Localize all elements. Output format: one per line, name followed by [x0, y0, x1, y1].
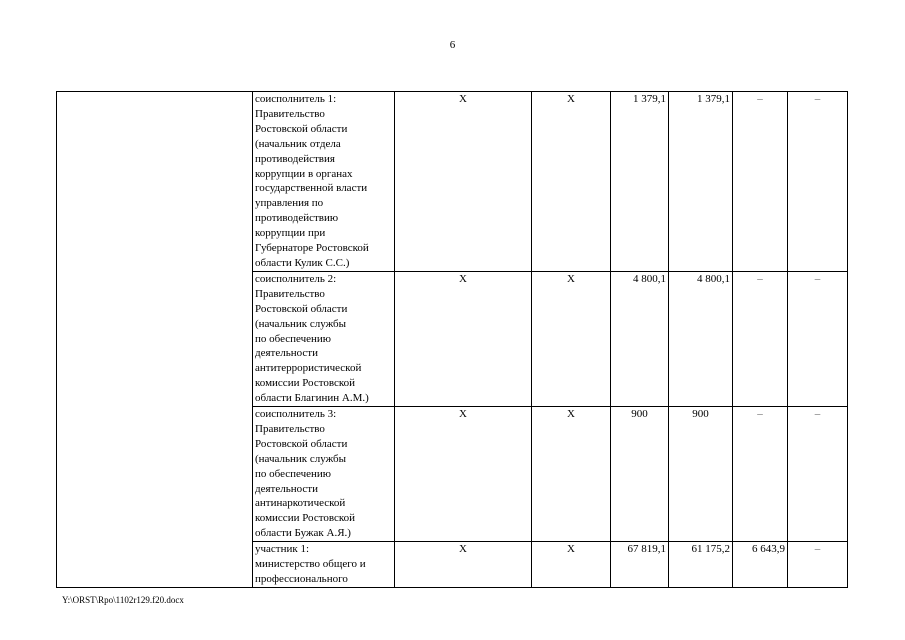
executor-line: соисполнитель 2:	[255, 272, 337, 285]
executor-line: Правительство	[255, 422, 325, 435]
merged-empty-cell	[57, 92, 253, 588]
executor-line: комиссии Ростовской	[255, 377, 356, 390]
executor-line: области Кулик С.С.)	[255, 256, 350, 269]
executor-line: (начальник службы	[255, 317, 347, 330]
x-mark-cell: Х	[532, 407, 611, 542]
executor-line: Ростовской области	[255, 302, 348, 315]
executor-line: (начальник службы	[255, 452, 347, 465]
executor-line: Правительство	[255, 107, 325, 120]
executor-line: противодействия	[255, 152, 335, 165]
executor-line: антинаркотической	[255, 497, 346, 510]
value-cell: 4 800,1	[669, 271, 733, 406]
executor-line: деятельности	[255, 482, 318, 495]
x-mark-cell: Х	[395, 542, 532, 588]
executor-line: коррупции в органах	[255, 167, 353, 180]
executor-cell	[253, 407, 395, 542]
value-cell: –	[788, 271, 848, 406]
executor-line: Правительство	[255, 287, 325, 300]
executor-line: коррупции при	[255, 227, 326, 240]
executor-line: по обеспечению	[255, 332, 332, 345]
executor-line: Ростовской области	[255, 437, 348, 450]
executor-line: антитеррористической	[255, 362, 362, 375]
executor-line: соисполнитель 3:	[255, 408, 337, 421]
x-mark-cell: Х	[532, 542, 611, 588]
executor-line: области Благинин А.М.)	[255, 392, 369, 405]
value-cell: –	[733, 271, 788, 406]
page-number: 6	[449, 39, 456, 51]
total-value-cell: 67 819,1	[611, 542, 669, 588]
table-row	[57, 92, 848, 272]
executor-line: Губернаторе Ростовской	[255, 242, 369, 255]
executor-line: комиссии Ростовской	[255, 512, 356, 525]
value-cell: 6 643,9	[733, 542, 788, 588]
total-value-cell: 1 379,1	[611, 92, 669, 272]
footer-file-path: Y:\ORST\Rpo\1102r129.f20.docx	[62, 595, 184, 605]
value-cell: –	[788, 542, 848, 588]
executor-line: по обеспечению	[255, 467, 332, 480]
value-cell: 61 175,2	[669, 542, 733, 588]
value-cell: –	[733, 407, 788, 542]
budget-table	[56, 91, 848, 588]
executor-line: государственной власти	[255, 182, 368, 195]
executor-line: участник 1:	[255, 543, 310, 556]
x-mark-cell: Х	[395, 92, 532, 272]
total-value-cell: 4 800,1	[611, 271, 669, 406]
executor-line: деятельности	[255, 347, 318, 360]
executor-line: управления по	[255, 197, 324, 210]
executor-cell	[253, 92, 395, 272]
executor-line: Ростовской области	[255, 122, 348, 135]
executor-line: противодействию	[255, 212, 339, 225]
value-cell: –	[788, 92, 848, 272]
x-mark-cell: Х	[532, 271, 611, 406]
x-mark-cell: Х	[395, 271, 532, 406]
value-cell: –	[733, 92, 788, 272]
executor-line: профессионального	[255, 573, 348, 585]
value-cell: 1 379,1	[669, 92, 733, 272]
value-cell: –	[788, 407, 848, 542]
executor-line: области Бужак А.Я.)	[255, 527, 351, 540]
value-cell: 900	[669, 407, 733, 542]
x-mark-cell: Х	[532, 92, 611, 272]
executor-line: министерство общего и	[255, 558, 366, 571]
executor-line: соисполнитель 1:	[255, 93, 337, 105]
executor-cell	[253, 271, 395, 406]
x-mark-cell: Х	[395, 407, 532, 542]
total-value-cell: 900	[611, 407, 669, 542]
executor-line: (начальник отдела	[255, 137, 341, 150]
executor-cell	[253, 542, 395, 588]
